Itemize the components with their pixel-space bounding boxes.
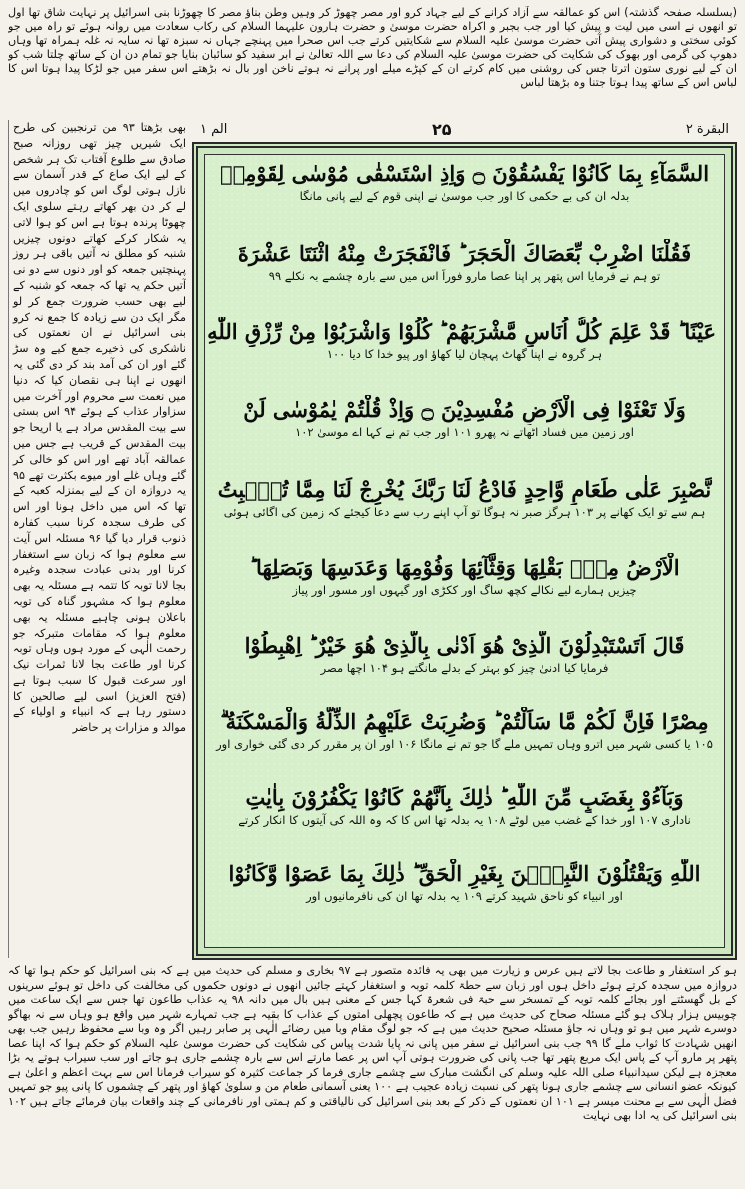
urdu-translation: ۱۰۵ یا کسی شہر میں اترو وہاں تمہیں ملے گا جو تم نے مانگا ۱۰۶ اور ان پر مقرر کر دی گئی خواری اور bbox=[216, 737, 713, 751]
urdu-translation: ہم سے تو ایک کھانے پر ۱۰۳ ہرگز صبر نہ ہوگا تو آپ اپنے رب سے دعا کیجئے کہ زمین کی اگائی ہوئی bbox=[223, 505, 706, 519]
urdu-translation: چیزیں ہمارے لیے نکالے کچھ ساگ اور ککڑی اور گیہوں اور مسور اور پیاز bbox=[292, 583, 637, 597]
verse-line-10 bbox=[205, 859, 724, 903]
urdu-translation: اور انبیاء کو ناحق شہید کرتے ۱۰۹ یہ بدلہ تھا ان کی نافرمانیوں اور bbox=[306, 889, 623, 903]
juz-label: الم ١ bbox=[200, 122, 228, 137]
verse-line-8 bbox=[205, 707, 724, 751]
urdu-translation: بدلہ ان کی بے حکمی کا اور جب موسیٰ نے اپنی قوم کے لیے پانی مانگا bbox=[299, 189, 630, 203]
quran-text-panel bbox=[204, 154, 725, 948]
arabic-text: الْاَرْضُ مِنْۢ بَقْلِهَا وَقِثَّآئِهَا وَفُوْمِهَا وَعَدَسِهَا وَبَصَلِهَا ؕ bbox=[249, 555, 680, 580]
arabic-text: فَقُلْنَا اضْرِبْ بِّعَصَاكَ الْحَجَرَ ؕ فَانْفَجَرَتْ مِنْهُ اثْنَتَا عَشْرَةَ bbox=[237, 241, 692, 266]
urdu-translation: فرمایا کیا ادنیٰ چیز کو بہتر کے بدلے مانگتے ہو ۱۰۴ اچھا مصر bbox=[320, 661, 609, 675]
urdu-translation: ناداری ۱۰۷ اور خدا کے غضب میں لوٹے ۱۰۸ یہ بدلہ تھا اس کا کہ وہ اللہ کی آیتوں کا انکار کرتے bbox=[238, 813, 691, 827]
verse-line-4 bbox=[205, 395, 724, 439]
arabic-text: وَلَا تَعْثَوْا فِى الْاَرْضِ مُفْسِدِيْنَ ۝ وَاِذْ قُلْتُمْ يٰمُوْسٰى لَنْ bbox=[243, 397, 686, 422]
arabic-text: قَالَ اَتَسْتَبْدِلُوْنَ الَّذِىْ هُوَ اَدْنٰى بِالَّذِىْ هُوَ خَيْرٌ ؕ اِهْبِطُوْا bbox=[244, 633, 685, 658]
arabic-text: نَّصْبِرَ عَلٰى طَعَامٍ وَّاحِدٍ فَادْعُ لَنَا رَبَّكَ يُخْرِجْ لَنَا مِمَّا تُنْۢبِتُ bbox=[217, 477, 712, 502]
urdu-translation: تو ہم نے فرمایا اس پتھر پر اپنا عصا مارو فوراً اس میں سے بارہ چشمے بہ نکلے ۹۹ bbox=[268, 269, 661, 283]
page-number: ۲۵ bbox=[432, 120, 452, 139]
bottom-commentary bbox=[8, 964, 737, 1182]
top-commentary bbox=[8, 6, 737, 118]
arabic-text: السَّمَآءِ بِمَا كَانُوْا يَفْسُقُوْنَ ۝ وَاِذِ اسْتَسْقٰى مُوْسٰى لِقَوْمِهٖ bbox=[219, 161, 710, 186]
surah-label: البقرة ٢ bbox=[685, 122, 729, 137]
arabic-text: وَبَآءُوْ بِغَضَبٍ مِّنَ اللّٰهِ ؕ ذٰلِكَ بِاَنَّهُمْ كَانُوْا يَكْفُرُوْنَ بِاٰيٰتِ bbox=[245, 785, 684, 810]
quran-text-frame bbox=[192, 142, 737, 960]
verse-line-9 bbox=[205, 783, 724, 827]
urdu-translation: ہر گروہ نے اپنا گھاٹ پہچان لیا کھاؤ اور پیو خدا کا دیا ۱۰۰ bbox=[326, 347, 603, 361]
arabic-text: اللّٰهِ وَيَقْتُلُوْنَ النَّبِيّٖنَ بِغَيْرِ الْحَقِّ ؕ ذٰلِكَ بِمَا عَصَوْا وَّكَانُوْا bbox=[228, 861, 701, 886]
bottom-commentary-text: ہو کر استغفار و طاعت بجا لاتے ہیں عرس و زیارت میں بھی یہ فائدہ متصور ہے ۹۷ بخاری و مسلم کی حدیث میں ہے کہ بنی اسرائیل کو حکم ہوا تھا کہ دروازہ میں سجدہ کرتے ہوئے داخل ہوں اور زبان سے حطۃ کلمہ توبہ و استغفار کہتے جائیں انھوں نے دونوں حکموں کی مخالفت کی داخل تو ہوئے سرینوں کے بل گھسٹتے اور بجائے کلمہ توبہ کے تمسخر سے حبۃ فی شعرۃ کہا جس کے معنی ہیں بال میں دانہ ۹۸ یہ عذاب طاعون تھا جس سے ایک ساعت میں چوبیس ہزار ہلاک ہو گئے مسئلہ صحاح کی حدیث میں ہے کہ طاعون پچھلی امتوں کے عذاب کا بقیہ ہے جب تمہارے شہر میں واقع ہو وہاں سے نہ بھاگو دوسرے شہر میں ہو تو وہاں نہ جاؤ مسئلہ صحیح حدیث میں ہے کہ جو لوگ مقام وبا میں رضائے الٰہی پر صابر رہیں اگر وہ وبا سے محفوظ رہیں جب بھی انھیں شہادت کا ثواب ملے گا ۹۹ جب بنی اسرائیل نے سفر میں پانی نہ پایا شدت پیاس کی شکایت کی حضرت موسیٰ علیہ السلام کو حکم ہوا کہ اپنا عصا پتھر پر مارو آپ کے پاس ایک مربع پتھر تھا جب پانی کی ضرورت ہوتی آپ اس پر عصا مارتے اس سے بارہ چشمے جاری ہو جاتے اور سب سیراب ہوتے یہ بڑا معجزہ ہے لیکن سیدانبیاء صلی اللہ علیہ وسلم کی انگشت مبارک سے چشمے جاری فرما کر جماعت کثیرہ کو سیراب فرمانا اس سے بہت اعظم و اعلیٰ ہے کیونکہ عضو انسانی سے چشمے جاری ہونا پتھر کی نسبت زیادہ عجیب ہے ۱۰۰ یعنی آسمانی طعام من و سلویٰ کھاؤ اور پتھر کے چشموں کا پانی پیو جو تمہیں فضل الٰہی سے بے محنت میسر ہے ۱۰۱ ان نعمتوں کے ذکر کے بعد بنی اسرائیل کی نالیاقتی و کم ہمتی اور نافرمانی کے چند واقعات بیان فرمائے جاتے ہیں ۱۰۲ بنی اسرائیل کی یہ ادا بھی نہایت bbox=[8, 964, 737, 1122]
urdu-translation: اور زمین میں فساد اٹھاتے نہ پھرو ۱۰۱ اور جب تم نے کہا اے موسیٰ ۱۰۲ bbox=[295, 425, 634, 439]
side-commentary bbox=[8, 120, 186, 958]
arabic-text: مِصْرًا فَاِنَّ لَكُمْ مَّا سَاَلْتُمْ ؕ وَضُرِبَتْ عَلَيْهِمُ الذِّلَّةُ وَالْمَسْكَنَةُ ۗ bbox=[220, 709, 709, 734]
verse-line-1 bbox=[205, 159, 724, 203]
verse-line-2 bbox=[205, 239, 724, 283]
top-commentary-text: (بسلسلہ صفحہ گذشتہ) اس کو عمالقہ سے آزاد کرانے کے لیے جہاد کرو اور مصر چھوڑ کر وہیں وطن بناؤ مصر کا چھوڑنا بنی اسرائیل پر نہایت شاق تھا اول تو انھوں نے اسی میں لیت و پیش کیا اور جب بجبر و اکراہ حضرت موسیٰ و حضرت ہارون علیہما السلام کی رکاب سعادت میں روانہ ہوئے تو راہ میں جو کوئی سختی و دشواری پیش آتی حضرت موسیٰ علیہ السلام سے شکایتیں کرتے جب اس صحرا میں پہنچے جہاں نہ سبزہ تھا نہ سایہ نہ غلہ ہمراہ تھا وہاں دھوپ کی گرمی اور بھوک کی شکایت کی حضرت موسیٰ علیہ السلام کی دعا سے اللہ تعالیٰ نے ابر سفید کو سائبان بنایا جو تمام دن ان کے ساتھ چلتا شب کو ان کے لیے نوری ستون اترتا جس کی روشنی میں کام کرتے ان کے کپڑے میلے اور پرانے نہ ہوتے ناخن اور بال نہ بڑھتے اس سفر میں جو لڑکا پیدا ہوتا اس کا لباس اس کے ساتھ پیدا ہوتا جتنا وہ بڑھتا لباس bbox=[8, 6, 737, 89]
verse-line-6 bbox=[205, 553, 724, 597]
side-commentary-text: بھی بڑھتا ۹۳ من ترنجبین کی طرح ایک شیریں چیز تھی روزانہ صبح صادق سے طلوع آفتاب تک ہر شخص کے لیے ایک صاع کے قدر آسمان سے نازل ہوتی لوگ اس کو چادروں میں لے کر دن بھر کھاتے رہتے سلوی ایک چھوٹا پرندہ ہوتا ہے اس کو ہوا لاتی یہ شکار کرکے کھاتے دونوں چیزیں شنبہ کو مطلق نہ آتیں باقی ہر روز پہنچتیں جمعہ کو اور دنوں سے دو نی آتیں حکم یہ تھا کہ جمعہ کو شنبہ کے لیے بھی حسب ضرورت جمع کر لو مگر ایک دن سے زیادہ کا جمع نہ کرو بنی اسرائیل نے ان نعمتوں کی ناشکری کی ذخیرے جمع کیے وہ سڑ گئے اور ان کی آمد بند کر دی گئی یہ انھوں نے اپنا ہی نقصان کیا کہ دنیا میں نعمت سے محروم اور آخرت میں سزاوار عذاب کے ہوئے ۹۴ اس بستی سے بیت المقدس مراد ہے یا اریحا جو بیت المقدس کے قریب ہے جس میں عمالقہ آباد تھے اور اس کو خالی کر گئے وہاں غلے اور میوے بکثرت تھے ۹۵ یہ دروازہ ان کے لیے بمنزلہ کعبہ کے تھا کہ اس میں داخل ہونا اور اس کی طرف سجدہ کرنا سبب کفارہ ذنوب قرار دیا گیا ۹۶ مسئلہ اس آیت سے معلوم ہوا کہ زبان سے استغفار کرنا اور بدنی عبادت سجدہ وغیرہ بجا لانا توبہ کا تتمہ ہے مسئلہ یہ بھی معلوم ہوا کہ مشہور گناہ کی توبہ باعلان ہونی چاہیے مسئلہ یہ بھی معلوم ہوا کہ مقامات متبرکہ جو رحمت الٰہی کے مورد ہوں وہاں توبہ کرنا اور طاعت بجا لانا ثمرات نیک اور سرعت قبول کا سبب ہوتا ہے (فتح العزیز) اسی لیے صالحین کا دستور رہا ہے کہ انبیاء و اولیاء کے موالد و مزارات پر حاضر bbox=[13, 121, 186, 735]
verse-line-3 bbox=[205, 317, 724, 361]
verse-line-5 bbox=[205, 475, 724, 519]
arabic-text: عَيْنًا ؕ قَدْ عَلِمَ كُلُّ اُنَاسٍ مَّشْرَبَهُمْ ؕ كُلُوْا وَاشْرَبُوْا مِنْ رِّزْقِ اللّٰهِ bbox=[207, 319, 716, 344]
verse-line-7 bbox=[205, 631, 724, 675]
page-header bbox=[192, 120, 737, 142]
